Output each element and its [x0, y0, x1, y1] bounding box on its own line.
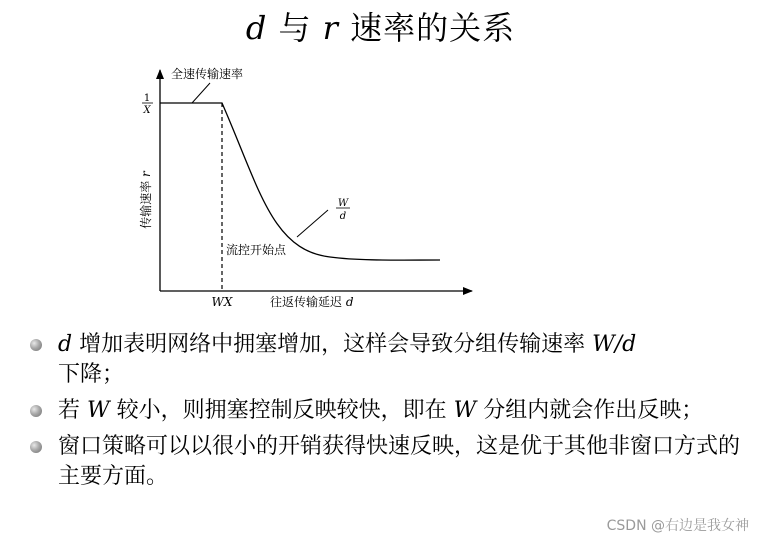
y-tick-numerator: 1 — [143, 93, 151, 104]
x-axis-label-text: 往返传输延迟 — [270, 295, 343, 309]
x-axis-label — [270, 294, 354, 309]
bullet-dot-icon — [30, 441, 42, 453]
y-axis-label-text: 传输速率 — [139, 180, 153, 229]
bullet-text: 窗口策略可以以很小的开销获得快速反映，这是优于其他非窗口方式的主要方面。 — [58, 434, 741, 489]
curve-label-denominator: d — [339, 211, 347, 222]
curve-label-pointer — [297, 210, 328, 237]
flow-control-label: 流控开始点 — [226, 243, 287, 257]
bullet-text: 增加表明网络中拥塞增加，这样会导致分组传输速率 — [72, 332, 593, 357]
bullet-text: 分组内就会作出反映； — [476, 398, 704, 423]
full-rate-label: 全速传输速率 — [171, 67, 244, 81]
bullet-text: 较小，则拥塞控制反映较快，即在 — [109, 398, 454, 423]
x-tick-label: WX — [211, 295, 233, 309]
y-tick-denominator: X — [143, 105, 151, 116]
bullet-var: W/d — [592, 332, 637, 357]
watermark: CSDN @右边是我女神 — [606, 518, 749, 534]
bullet-var: d — [58, 332, 73, 357]
title-rest: 速率的关系 — [338, 9, 516, 47]
bullet-list — [28, 330, 758, 498]
bullet-item — [28, 330, 758, 390]
bullet-var: W — [453, 398, 477, 423]
full-rate-pointer — [192, 83, 210, 103]
title-mid: 与 — [267, 9, 323, 47]
bullet-item — [28, 396, 758, 426]
bullet-text: 若 — [58, 398, 87, 423]
bullet-item — [28, 432, 758, 492]
y-axis-label — [138, 170, 153, 229]
x-axis-var: d — [345, 295, 354, 309]
curve-label-numerator: W — [337, 198, 349, 209]
bullet-var: W — [87, 398, 110, 423]
rate-curve — [160, 103, 440, 260]
title-var-d: d — [245, 9, 268, 47]
bullet-dot-icon — [30, 339, 42, 351]
y-axis-var: r — [139, 171, 153, 177]
bullet-dot-icon — [30, 405, 42, 417]
title-var-r: r — [322, 9, 339, 47]
bullet-text: 下降； — [58, 362, 125, 387]
